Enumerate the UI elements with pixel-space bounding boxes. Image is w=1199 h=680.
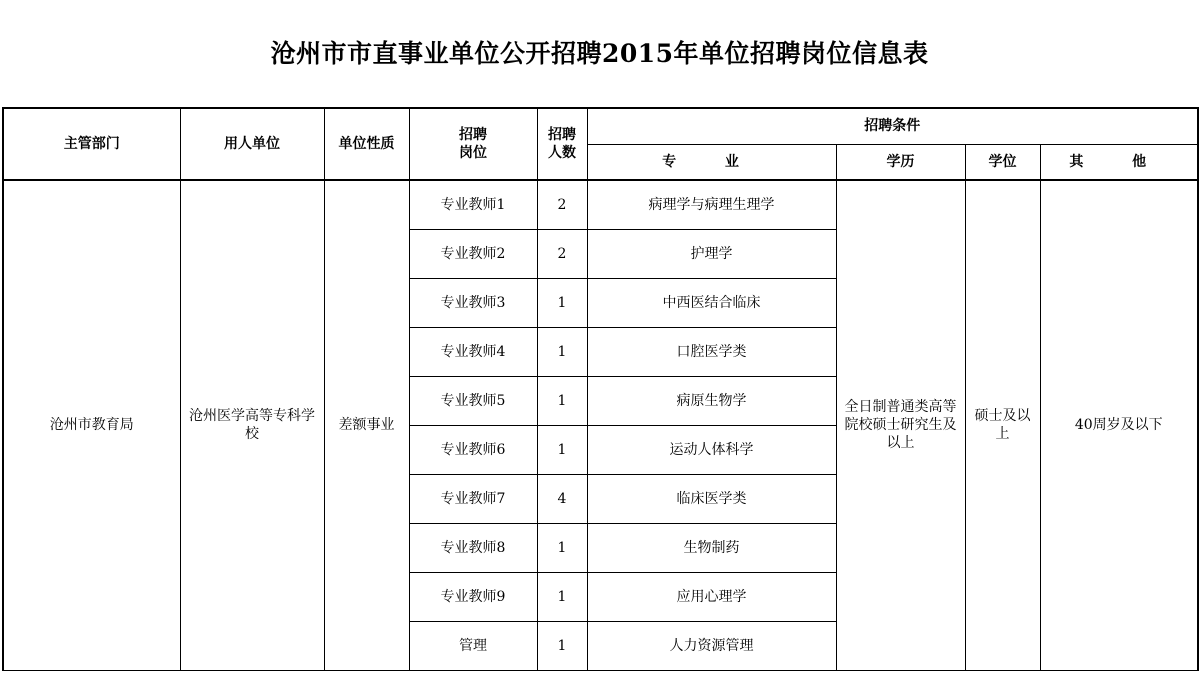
cell-count: 1 [537,425,587,474]
header-other: 其 他 [1040,144,1198,180]
cell-major: 生物制药 [587,523,836,572]
cell-count: 1 [537,278,587,327]
cell-position: 专业教师2 [409,229,537,278]
cell-major: 临床医学类 [587,474,836,523]
header-unit: 用人单位 [180,108,324,180]
cell-count: 1 [537,572,587,621]
cell-position: 专业教师6 [409,425,537,474]
cell-count: 4 [537,474,587,523]
header-count-text: 招聘人数 [548,127,576,161]
cell-major: 应用心理学 [587,572,836,621]
cell-major: 病理学与病理生理学 [587,180,836,229]
header-degree: 学位 [965,144,1040,180]
header-position-text: 招聘岗位 [459,127,487,161]
cell-degree: 硕士及以上 [965,180,1040,670]
table-row [3,180,1198,229]
cell-major: 病原生物学 [587,376,836,425]
recruitment-table [2,107,1199,671]
header-major: 专 业 [587,144,836,180]
cell-major: 人力资源管理 [587,621,836,670]
cell-major: 护理学 [587,229,836,278]
cell-position: 专业教师5 [409,376,537,425]
cell-position: 专业教师9 [409,572,537,621]
cell-count: 2 [537,229,587,278]
cell-nature: 差额事业 [324,180,409,670]
header-education: 学历 [836,144,965,180]
cell-position: 专业教师4 [409,327,537,376]
cell-count: 1 [537,327,587,376]
cell-major: 口腔医学类 [587,327,836,376]
cell-count: 1 [537,621,587,670]
cell-count: 1 [537,523,587,572]
cell-position: 管理 [409,621,537,670]
page-title: 沧州市市直事业单位公开招聘2015年单位招聘岗位信息表 [270,39,929,68]
cell-major: 运动人体科学 [587,425,836,474]
cell-major: 中西医结合临床 [587,278,836,327]
cell-unit: 沧州医学高等专科学校 [180,180,324,670]
cell-dept: 沧州市教育局 [3,180,180,670]
header-count [537,108,587,180]
cell-position: 专业教师8 [409,523,537,572]
cell-position: 专业教师1 [409,180,537,229]
cell-position: 专业教师3 [409,278,537,327]
cell-other: 40周岁及以下 [1040,180,1198,670]
cell-count: 1 [537,376,587,425]
cell-count: 2 [537,180,587,229]
header-nature: 单位性质 [324,108,409,180]
header-row-1 [3,108,1198,144]
header-position [409,108,537,180]
header-dept: 主管部门 [3,108,180,180]
cell-position: 专业教师7 [409,474,537,523]
header-conditions: 招聘条件 [587,108,1198,144]
cell-education: 全日制普通类高等院校硕士研究生及以上 [836,180,965,670]
